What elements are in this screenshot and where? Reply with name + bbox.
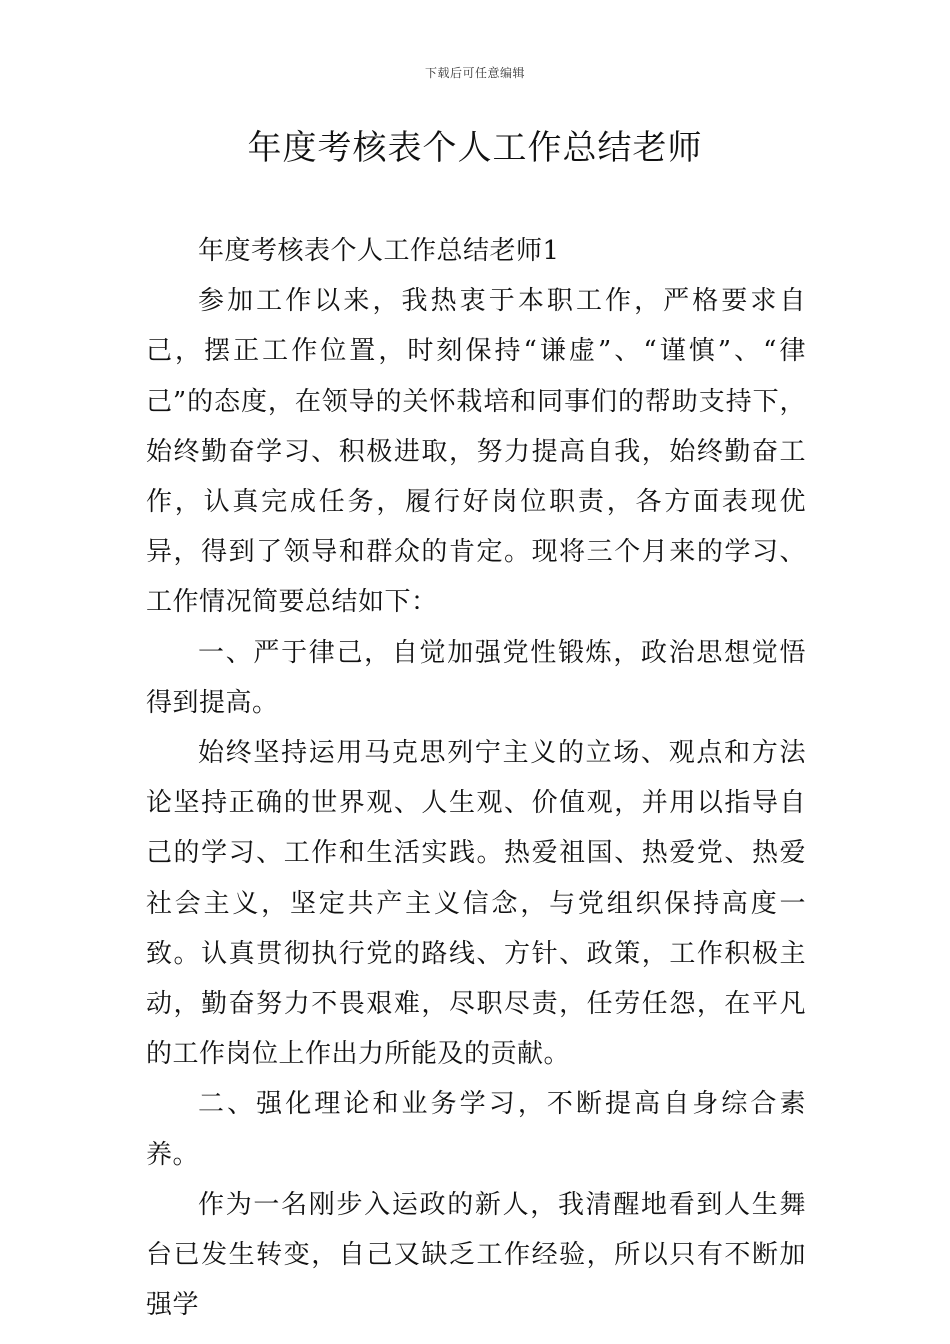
document-body: [146, 226, 806, 1330]
paragraph-subtitle: 年度考核表个人工作总结老师1: [198, 236, 560, 266]
paragraph-section-1-heading: 一、严于律己，自觉加强党性锻炼，政治思想觉悟得到提高。: [146, 637, 806, 718]
paragraph-intro: 参加工作以来，我热衷于本职工作，严格要求自己，摆正工作位置，时刻保持“谦虚”、“谨慎”、“律己”的态度，在领导的关怀栽培和同事们的帮助支持下，始终勤奋学习、积极进取，努力提高自我，始终勤奋工作，认真完成任务，履行好岗位职责，各方面表现优异，得到了领导和群众的肯定。现将三个月来的学习、工作情况简要总结如下：: [146, 286, 806, 618]
paragraph-section-1-body: 始终坚持运用马克思列宁主义的立场、观点和方法论坚持正确的世界观、人生观、价值观，并用以指导自己的学习、工作和生活实践。热爱祖国、热爱党、热爱社会主义，坚定共产主义信念，与党组织保持高度一致。认真贯彻执行党的路线、方针、政策，工作积极主动，勤奋努力不畏艰难，尽职尽责，任劳任怨，在平凡的工作岗位上作出力所能及的贡献。: [146, 738, 806, 1070]
header-note: 下载后可任意编辑: [424, 66, 525, 80]
paragraph-section-2-heading: 二、强化理论和业务学习，不断提高自身综合素养。: [146, 1089, 806, 1170]
document-title: 年度考核表个人工作总结老师: [247, 128, 703, 168]
paragraph-section-2-body: 作为一名刚步入运政的新人，我清醒地看到人生舞台已发生转变，自己又缺乏工作经验，所以只有不断加强学: [146, 1189, 806, 1321]
